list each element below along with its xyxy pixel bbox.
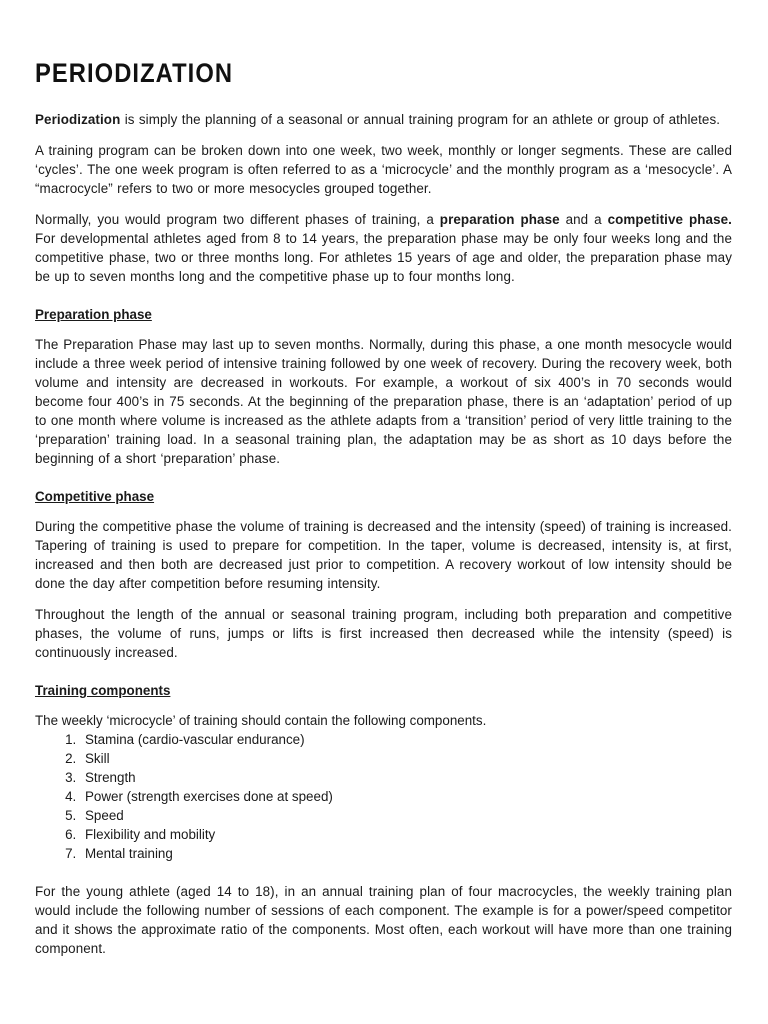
intro-text: is simply the planning of a seasonal or annual training program for an athlete or group of athletes.	[120, 112, 721, 127]
list-item: 6. Flexibility and mobility	[80, 825, 732, 844]
phases-text-3: For developmental athletes aged from 8 to 14 years, the preparation phase may be only four weeks long and the competitive phase, two or three months long. For athletes 15 years of age and older, the preparation phase may be up to seven months long and the competitive phase up to four months long.	[35, 231, 732, 284]
preparation-heading: Preparation phase	[35, 307, 152, 322]
competitive-paragraph-2: Throughout the length of the annual or seasonal training program, including both preparation and competitive phases, the volume of runs, jumps or lifts is first increased then decreased while the intensity (speed) is continuously increased.	[35, 607, 732, 660]
preparation-paragraph: The Preparation Phase may last up to seven months. Normally, during this phase, a one month mesocycle would include a three week period of intensive training followed by one week of recovery. During the recovery week, both volume and intensity are decreased in workouts. For example, a workout of six 400’s in 70 seconds would become four 400’s in 75 seconds. At the beginning of the preparation phase, there is an ‘adaptation’ period of up to one month where volume is increased as the athlete adapts from a ‘transition’ period of very little training to the ‘preparation’ training load. In a seasonal training plan, the adaptation may be as short as 10 days before the beginning of a short ‘preparation’ phase.	[35, 337, 732, 466]
intro-term: Periodization	[35, 112, 121, 127]
list-item: 4. Power (strength exercises done at speed)	[80, 787, 732, 806]
competitive-heading: Competitive phase	[35, 489, 155, 504]
phases-text-2: and a	[559, 212, 608, 227]
list-item: 1. Stamina (cardio-vascular endurance)	[80, 730, 732, 749]
phases-paragraph	[35, 210, 732, 286]
components-closing-paragraph: For the young athlete (aged 14 to 18), in an annual training plan of four macrocycles, the weekly training plan would include the following number of sessions of each component. The example is for a power/speed competitor and it shows the approximate ratio of the components. Most often, each workout will have more than one training component.	[35, 884, 732, 956]
components-heading: Training components	[35, 683, 171, 698]
page-title: PERIODIZATION	[35, 58, 234, 88]
document-page	[35, 54, 732, 970]
intro-paragraph	[35, 110, 732, 129]
competitive-phase-term: competitive phase.	[607, 212, 732, 227]
list-item: 5. Speed	[80, 806, 732, 825]
list-item: 2. Skill	[80, 749, 732, 768]
phases-text-1: Normally, you would program two different phases of training, a	[35, 212, 440, 227]
cycles-paragraph: A training program can be broken down into one week, two week, monthly or longer segments. These are called ‘cycles’. The one week program is often referred to as a ‘microcycle’ and the monthly program as a ‘mesocycle’. A “macrocycle” refers to two or more mesocycles grouped together.	[35, 143, 732, 196]
list-item: 3. Strength	[80, 768, 732, 787]
components-list	[35, 730, 732, 863]
preparation-phase-term: preparation phase	[439, 212, 560, 227]
list-item: 7. Mental training	[80, 844, 732, 863]
components-intro: The weekly ‘microcycle’ of training should contain the following components.	[35, 713, 487, 728]
competitive-paragraph-1: During the competitive phase the volume of training is decreased and the intensity (speed) of training is increased. Tapering of training is used to prepare for competition. In the taper, volume is decreased, intensity is, at first, increased and then both are decreased just prior to competition. A recovery workout of low intensity should be done the day after competition before resuming intensity.	[35, 519, 732, 591]
